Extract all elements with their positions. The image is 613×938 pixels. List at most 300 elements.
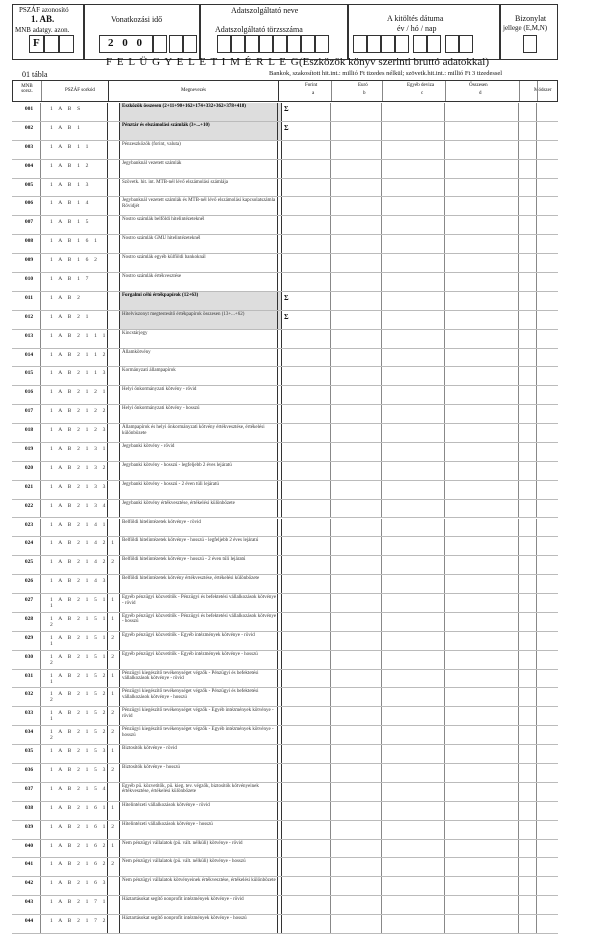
column-divider <box>107 840 108 858</box>
form-id: 1. AB. <box>31 14 55 24</box>
value-cell-euro[interactable] <box>331 235 381 253</box>
year-prefix: 2 0 0 <box>108 37 145 49</box>
value-cell-total[interactable] <box>445 330 518 348</box>
table-row <box>12 556 558 575</box>
value-cell-forint[interactable] <box>278 462 330 480</box>
column-divider <box>40 915 41 933</box>
value-cell-forint[interactable] <box>278 500 330 518</box>
column-divider <box>330 537 331 555</box>
column-divider <box>330 802 331 820</box>
value-cell-method[interactable] <box>537 141 552 159</box>
column-divider <box>40 745 41 763</box>
value-cell-method[interactable] <box>537 688 552 706</box>
value-cell-euro[interactable] <box>331 122 381 140</box>
reg-cell-6[interactable] <box>287 35 301 53</box>
value-cell-total[interactable] <box>445 745 518 763</box>
value-cell-euro[interactable] <box>331 216 381 234</box>
value-cell-method[interactable] <box>537 216 552 234</box>
value-cell-forint[interactable] <box>278 254 330 272</box>
value-cell-forint[interactable] <box>278 613 330 631</box>
value-cell-euro[interactable] <box>331 349 381 367</box>
value-cell-other[interactable] <box>382 311 444 329</box>
value-cell-method[interactable] <box>537 500 552 518</box>
value-cell-forint[interactable] <box>278 651 330 669</box>
value-cell-method[interactable] <box>537 707 552 725</box>
row-description: Belföldi hitelintézetek kötvénye - hosszú - legfeljebb 2 éves lejáratú <box>119 537 282 555</box>
value-cell-other[interactable] <box>382 707 444 725</box>
value-cell-method[interactable] <box>537 330 552 348</box>
value-cell-other[interactable] <box>382 349 444 367</box>
value-cell-other[interactable] <box>382 367 444 385</box>
value-cell-euro[interactable] <box>331 500 381 518</box>
value-cell-total[interactable] <box>445 122 518 140</box>
row-number: 007 <box>24 219 34 226</box>
value-cell-forint[interactable] <box>278 858 330 876</box>
value-cell-method[interactable] <box>537 179 552 197</box>
value-cell-other[interactable] <box>382 424 444 442</box>
value-cell-method[interactable] <box>537 235 552 253</box>
value-cell-other[interactable] <box>382 632 444 650</box>
value-cell-other[interactable] <box>382 235 444 253</box>
value-cell-method[interactable] <box>537 103 552 121</box>
value-cell-other[interactable] <box>382 613 444 631</box>
value-cell-other[interactable] <box>382 726 444 744</box>
value-cell-other[interactable] <box>382 216 444 234</box>
value-cell-total[interactable] <box>445 764 518 782</box>
reg-cell-3[interactable] <box>245 35 259 53</box>
table-row <box>12 273 558 292</box>
value-cell-other[interactable] <box>382 594 444 612</box>
date-cell-8[interactable] <box>459 35 473 53</box>
value-cell-forint[interactable] <box>278 367 330 385</box>
value-cell-total[interactable] <box>445 311 518 329</box>
value-cell-total[interactable] <box>445 462 518 480</box>
value-cell-forint[interactable] <box>278 235 330 253</box>
value-cell-method[interactable] <box>537 783 552 801</box>
value-cell-euro[interactable] <box>331 197 381 215</box>
mnb-cell-2[interactable] <box>44 35 59 53</box>
value-cell-method[interactable] <box>537 802 552 820</box>
value-cell-euro[interactable] <box>331 877 381 895</box>
value-cell-forint[interactable] <box>278 405 330 423</box>
value-cell-other[interactable] <box>382 481 444 499</box>
value-cell-forint[interactable] <box>278 386 330 404</box>
value-cell-total[interactable] <box>445 443 518 461</box>
value-cell-other[interactable] <box>382 254 444 272</box>
month-cell-2[interactable] <box>183 35 197 53</box>
value-cell-total[interactable] <box>445 160 518 178</box>
value-cell-forint[interactable] <box>278 764 330 782</box>
column-divider <box>330 519 331 537</box>
value-cell-euro[interactable] <box>331 141 381 159</box>
column-divider <box>518 273 519 291</box>
date-cell-4[interactable] <box>395 35 409 53</box>
value-cell-forint[interactable] <box>278 840 330 858</box>
value-cell-total[interactable] <box>445 216 518 234</box>
value-cell-method[interactable] <box>537 858 552 876</box>
value-cell-method[interactable] <box>537 292 552 310</box>
year-cells[interactable] <box>99 35 153 53</box>
value-cell-forint[interactable] <box>278 688 330 706</box>
value-cell-other[interactable] <box>382 500 444 518</box>
mnb-cell-3[interactable] <box>59 35 74 53</box>
value-cell-other[interactable] <box>382 141 444 159</box>
value-cell-total[interactable] <box>445 500 518 518</box>
value-cell-other[interactable] <box>382 122 444 140</box>
value-cell-method[interactable] <box>537 311 552 329</box>
column-divider <box>536 745 537 763</box>
value-cell-method[interactable] <box>537 896 552 914</box>
row-code: 1 A B 1 7 <box>50 275 91 282</box>
value-cell-forint[interactable] <box>278 330 330 348</box>
row-code: 1 A B 2 1 5 2 2 1 <box>50 710 117 723</box>
value-cell-forint[interactable] <box>278 594 330 612</box>
value-cell-total[interactable] <box>445 915 518 933</box>
value-cell-total[interactable] <box>445 840 518 858</box>
column-divider <box>518 537 519 555</box>
value-cell-euro[interactable] <box>331 707 381 725</box>
value-cell-method[interactable] <box>537 821 552 839</box>
value-cell-forint[interactable] <box>278 349 330 367</box>
column-divider <box>107 160 108 178</box>
row-code: 1 A B 2 1 5 1 2 1 <box>50 634 117 647</box>
value-cell-euro[interactable] <box>331 443 381 461</box>
reg-cell-8[interactable] <box>315 35 329 53</box>
value-cell-euro[interactable] <box>331 103 381 121</box>
value-cell-euro[interactable] <box>331 311 381 329</box>
value-cell-other[interactable] <box>382 688 444 706</box>
row-description: Állampapírok és helyi önkormányzati kötvény értékvesztése, értékelési különbözete <box>119 424 282 442</box>
value-cell-euro[interactable] <box>331 688 381 706</box>
value-cell-method[interactable] <box>537 254 552 272</box>
column-divider <box>518 311 519 329</box>
value-cell-forint[interactable] <box>278 707 330 725</box>
value-cell-euro[interactable] <box>331 273 381 291</box>
value-cell-euro[interactable] <box>331 858 381 876</box>
value-cell-euro[interactable] <box>331 462 381 480</box>
value-cell-euro[interactable] <box>331 783 381 801</box>
column-divider <box>381 481 382 499</box>
value-cell-total[interactable] <box>445 821 518 839</box>
column-divider <box>536 424 537 442</box>
value-cell-method[interactable] <box>537 537 552 555</box>
value-cell-euro[interactable] <box>331 292 381 310</box>
value-cell-total[interactable] <box>445 802 518 820</box>
value-cell-euro[interactable] <box>331 179 381 197</box>
value-cell-other[interactable] <box>382 556 444 574</box>
value-cell-other[interactable] <box>382 575 444 593</box>
value-cell-total[interactable] <box>445 556 518 574</box>
value-cell-other[interactable] <box>382 821 444 839</box>
row-code: 1 A B 1 6 2 <box>50 257 100 264</box>
value-cell-other[interactable] <box>382 103 444 121</box>
value-cell-method[interactable] <box>537 670 552 688</box>
value-cell-total[interactable] <box>445 632 518 650</box>
value-cell-total[interactable] <box>445 367 518 385</box>
value-cell-total[interactable] <box>445 481 518 499</box>
month-cell-1[interactable] <box>169 35 183 53</box>
row-description: Nostro számlák értékvesztése <box>119 273 282 291</box>
column-divider <box>381 122 382 140</box>
value-cell-method[interactable] <box>537 745 552 763</box>
value-cell-total[interactable] <box>445 292 518 310</box>
date-cell-6[interactable] <box>427 35 441 53</box>
value-cell-forint[interactable] <box>278 556 330 574</box>
value-cell-method[interactable] <box>537 594 552 612</box>
value-cell-euro[interactable] <box>331 386 381 404</box>
value-cell-euro[interactable] <box>331 745 381 763</box>
reg-cell-2[interactable] <box>231 35 245 53</box>
value-cell-method[interactable] <box>537 840 552 858</box>
value-cell-forint[interactable] <box>278 197 330 215</box>
column-divider <box>536 896 537 914</box>
column-divider <box>107 707 108 725</box>
value-cell-euro[interactable] <box>331 367 381 385</box>
row-number: 013 <box>24 332 34 339</box>
value-cell-method[interactable] <box>537 651 552 669</box>
value-cell-forint[interactable] <box>278 216 330 234</box>
row-number: 006 <box>24 200 34 207</box>
column-divider <box>277 915 278 933</box>
value-cell-total[interactable] <box>445 896 518 914</box>
reg-cell-7[interactable] <box>301 35 315 53</box>
value-cell-forint[interactable] <box>278 179 330 197</box>
value-cell-method[interactable] <box>537 160 552 178</box>
value-cell-method[interactable] <box>537 443 552 461</box>
value-cell-total[interactable] <box>445 405 518 423</box>
value-cell-total[interactable] <box>445 877 518 895</box>
column-divider <box>40 651 41 669</box>
value-cell-other[interactable] <box>382 386 444 404</box>
value-cell-other[interactable] <box>382 840 444 858</box>
value-cell-forint[interactable] <box>278 292 330 310</box>
value-cell-euro[interactable] <box>331 613 381 631</box>
value-cell-other[interactable] <box>382 858 444 876</box>
column-divider <box>444 896 445 914</box>
value-cell-euro[interactable] <box>331 254 381 272</box>
value-cell-euro[interactable] <box>331 915 381 933</box>
value-cell-forint[interactable] <box>278 915 330 933</box>
value-cell-other[interactable] <box>382 915 444 933</box>
value-cell-method[interactable] <box>537 877 552 895</box>
value-cell-method[interactable] <box>537 764 552 782</box>
value-cell-forint[interactable] <box>278 726 330 744</box>
value-cell-other[interactable] <box>382 179 444 197</box>
value-cell-euro[interactable] <box>331 537 381 555</box>
value-cell-forint[interactable] <box>278 424 330 442</box>
value-cell-method[interactable] <box>537 915 552 933</box>
value-cell-forint[interactable] <box>278 877 330 895</box>
value-cell-other[interactable] <box>382 160 444 178</box>
value-cell-total[interactable] <box>445 179 518 197</box>
value-cell-euro[interactable] <box>331 821 381 839</box>
column-divider <box>40 103 41 121</box>
value-cell-forint[interactable] <box>278 896 330 914</box>
value-cell-forint[interactable] <box>278 783 330 801</box>
value-cell-other[interactable] <box>382 273 444 291</box>
value-cell-other[interactable] <box>382 292 444 310</box>
value-cell-forint[interactable] <box>278 519 330 537</box>
row-description: Egyéb pénzügyi közvetítők - Pénzügyi és befektetési vállalkozások kötvénye - rövid <box>119 594 282 612</box>
value-cell-euro[interactable] <box>331 519 381 537</box>
letter-cell[interactable] <box>29 35 44 53</box>
value-cell-total[interactable] <box>445 424 518 442</box>
value-cell-other[interactable] <box>382 443 444 461</box>
value-cell-total[interactable] <box>445 726 518 744</box>
value-cell-forint[interactable] <box>278 273 330 291</box>
value-cell-forint[interactable] <box>278 670 330 688</box>
value-cell-euro[interactable] <box>331 575 381 593</box>
value-cell-euro[interactable] <box>331 764 381 782</box>
column-divider <box>277 386 278 404</box>
value-cell-euro[interactable] <box>331 405 381 423</box>
row-description: Biztosítók kötvénye - rövid <box>119 745 282 763</box>
value-cell-forint[interactable] <box>278 802 330 820</box>
value-cell-method[interactable] <box>537 632 552 650</box>
row-number: 041 <box>24 861 34 868</box>
column-divider <box>107 292 108 310</box>
row-number: 008 <box>24 238 34 245</box>
value-cell-forint[interactable] <box>278 575 330 593</box>
value-cell-total[interactable] <box>445 707 518 725</box>
value-cell-method[interactable] <box>537 197 552 215</box>
value-cell-method[interactable] <box>537 405 552 423</box>
value-cell-forint[interactable] <box>278 821 330 839</box>
value-cell-total[interactable] <box>445 688 518 706</box>
col-euro-sub: b <box>363 91 366 96</box>
value-cell-euro[interactable] <box>331 594 381 612</box>
value-cell-total[interactable] <box>445 670 518 688</box>
value-cell-other[interactable] <box>382 197 444 215</box>
date-cell-3[interactable] <box>381 35 395 53</box>
value-cell-method[interactable] <box>537 575 552 593</box>
row-code: 1 A B 1 5 <box>50 219 91 226</box>
value-cell-total[interactable] <box>445 537 518 555</box>
year-cell-4[interactable] <box>153 35 167 53</box>
column-divider <box>107 821 108 839</box>
value-cell-forint[interactable] <box>278 745 330 763</box>
value-cell-other[interactable] <box>382 651 444 669</box>
value-cell-total[interactable] <box>445 594 518 612</box>
column-divider <box>107 613 108 631</box>
column-divider <box>381 405 382 423</box>
value-cell-other[interactable] <box>382 896 444 914</box>
date-cell-2[interactable] <box>367 35 381 53</box>
value-cell-total[interactable] <box>445 235 518 253</box>
row-description: Egyéb pénzügyi közvetítők - Pénzügyi és befektetési vállalkozások kötvénye - hosszú <box>119 613 282 631</box>
value-cell-other[interactable] <box>382 330 444 348</box>
column-divider <box>330 292 331 310</box>
value-cell-total[interactable] <box>445 197 518 215</box>
value-cell-method[interactable] <box>537 556 552 574</box>
value-cell-total[interactable] <box>445 254 518 272</box>
reg-cell-5[interactable] <box>273 35 287 53</box>
value-cell-total[interactable] <box>445 386 518 404</box>
value-cell-forint[interactable] <box>278 632 330 650</box>
value-cell-euro[interactable] <box>331 160 381 178</box>
value-cell-euro[interactable] <box>331 651 381 669</box>
value-cell-method[interactable] <box>537 273 552 291</box>
value-cell-method[interactable] <box>537 481 552 499</box>
nature-cell[interactable] <box>523 35 537 53</box>
value-cell-euro[interactable] <box>331 802 381 820</box>
value-cell-forint[interactable] <box>278 443 330 461</box>
value-cell-other[interactable] <box>382 802 444 820</box>
value-cell-forint[interactable] <box>278 537 330 555</box>
value-cell-forint[interactable] <box>278 481 330 499</box>
value-cell-other[interactable] <box>382 537 444 555</box>
column-divider <box>518 556 519 574</box>
value-cell-euro[interactable] <box>331 726 381 744</box>
row-description: Belföldi hitelintézetek kötvény értékvesztése, értékelési különbözete <box>119 575 282 593</box>
value-cell-method[interactable] <box>537 519 552 537</box>
value-cell-method[interactable] <box>537 462 552 480</box>
column-divider <box>40 556 41 574</box>
column-divider <box>518 707 519 725</box>
value-cell-euro[interactable] <box>331 840 381 858</box>
value-cell-method[interactable] <box>537 386 552 404</box>
value-cell-forint[interactable] <box>278 160 330 178</box>
value-cell-euro[interactable] <box>331 424 381 442</box>
date-cell-7[interactable] <box>445 35 459 53</box>
value-cell-euro[interactable] <box>331 896 381 914</box>
value-cell-total[interactable] <box>445 141 518 159</box>
value-cell-total[interactable] <box>445 103 518 121</box>
value-cell-euro[interactable] <box>331 632 381 650</box>
value-cell-total[interactable] <box>445 613 518 631</box>
value-cell-other[interactable] <box>382 519 444 537</box>
value-cell-total[interactable] <box>445 273 518 291</box>
value-cell-forint[interactable] <box>278 103 330 121</box>
date-cell-5[interactable] <box>413 35 427 53</box>
value-cell-method[interactable] <box>537 122 552 140</box>
reg-cell-1[interactable] <box>217 35 231 53</box>
value-cell-method[interactable] <box>537 613 552 631</box>
value-cell-other[interactable] <box>382 764 444 782</box>
value-cell-total[interactable] <box>445 651 518 669</box>
date-cell-1[interactable] <box>353 35 367 53</box>
reg-cell-4[interactable] <box>259 35 273 53</box>
value-cell-total[interactable] <box>445 349 518 367</box>
value-cell-euro[interactable] <box>331 330 381 348</box>
value-cell-euro[interactable] <box>331 481 381 499</box>
value-cell-forint[interactable] <box>278 141 330 159</box>
column-divider <box>330 764 331 782</box>
value-cell-method[interactable] <box>537 349 552 367</box>
value-cell-forint[interactable] <box>278 311 330 329</box>
col-total: Összesen <box>469 83 488 88</box>
value-cell-euro[interactable] <box>331 556 381 574</box>
value-cell-total[interactable] <box>445 783 518 801</box>
column-divider <box>536 103 537 121</box>
value-cell-other[interactable] <box>382 745 444 763</box>
value-cell-euro[interactable] <box>331 670 381 688</box>
value-cell-total[interactable] <box>445 858 518 876</box>
value-cell-other[interactable] <box>382 670 444 688</box>
value-cell-total[interactable] <box>445 519 518 537</box>
value-cell-method[interactable] <box>537 367 552 385</box>
value-cell-other[interactable] <box>382 405 444 423</box>
column-divider <box>40 160 41 178</box>
value-cell-other[interactable] <box>382 462 444 480</box>
row-description: Jegybanknál vezetett számlák <box>119 160 282 178</box>
value-cell-forint[interactable] <box>278 122 330 140</box>
value-cell-total[interactable] <box>445 575 518 593</box>
value-cell-other[interactable] <box>382 783 444 801</box>
value-cell-method[interactable] <box>537 424 552 442</box>
value-cell-method[interactable] <box>537 726 552 744</box>
value-cell-other[interactable] <box>382 877 444 895</box>
